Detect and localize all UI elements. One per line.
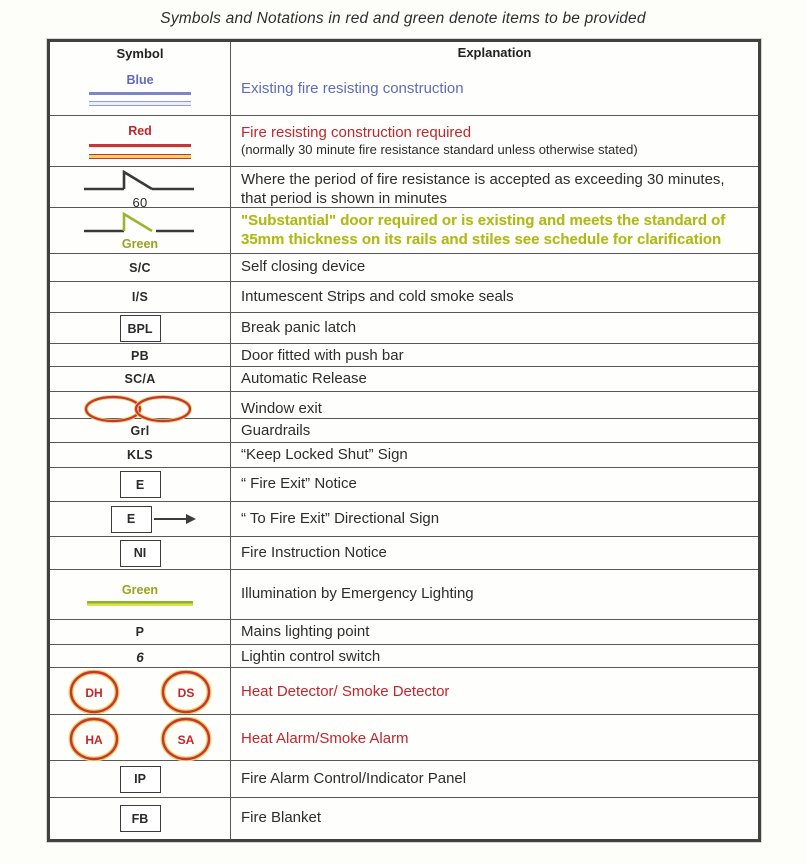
color-key-label: Green — [121, 236, 159, 251]
right-arrow-icon — [152, 512, 198, 526]
explanation-cell — [231, 313, 758, 344]
symbol-abbreviation: KLS — [127, 448, 153, 463]
table-row — [50, 569, 758, 619]
symbol-box-ip: IP — [120, 766, 161, 793]
substantial-door-icon — [80, 211, 200, 237]
explanation-cell — [231, 419, 758, 444]
table-row — [50, 343, 758, 366]
explanation-text: "Substantial" door required or is existing and meets the standard of 35mm thickness on its rails and stiles see schedule for clarification — [241, 211, 726, 248]
symbol-abbreviation: I/S — [131, 290, 149, 304]
table-row — [50, 760, 758, 797]
table-row — [50, 797, 758, 839]
explanation-text: Break panic latch — [241, 319, 357, 337]
symbol-cell — [50, 64, 231, 115]
page-title: Symbols and Notations in red and green denote items to be provided — [160, 10, 646, 27]
detector-circle-icon-ds — [160, 670, 212, 714]
explanation-cell — [231, 116, 758, 166]
explanation-text: Guardrails — [241, 422, 311, 439]
symbol-cell — [50, 502, 231, 536]
explanation-column-header-cell — [231, 42, 758, 64]
explanation-text: Self closing device — [241, 258, 366, 276]
explanation-cell — [231, 344, 758, 369]
table-row — [50, 619, 758, 644]
explanation-text: Intumescent Strips and cold smoke seals — [241, 287, 514, 305]
explanation-text: Fire resisting construction required — [241, 123, 472, 141]
explanation-cell — [231, 537, 758, 569]
symbol-abbreviation: SC/A — [124, 372, 156, 387]
explanation-cell — [231, 620, 758, 645]
symbol-cell — [50, 419, 231, 444]
explanation-text: Existing fire resisting construction — [241, 80, 464, 98]
symbol-abbreviation: P — [135, 625, 145, 640]
svg-text:DH: DH — [85, 686, 103, 700]
table-header-row — [50, 42, 758, 64]
explanation-cell — [231, 645, 758, 670]
symbol-cell — [50, 645, 231, 670]
symbol-cell — [50, 116, 231, 166]
explanation-text: “ Fire Exit” Notice — [241, 475, 357, 493]
explanation-text: “Keep Locked Shut” Sign — [241, 446, 408, 463]
symbol-cell — [50, 570, 231, 619]
explanation-text: Fire Instruction Notice — [241, 543, 387, 561]
table-row — [50, 667, 758, 714]
table-row — [50, 207, 758, 253]
explanation-text: “ To Fire Exit” Directional Sign — [241, 509, 440, 527]
symbol-cell — [50, 468, 231, 501]
table-row — [50, 64, 758, 115]
explanation-cell — [231, 668, 758, 716]
explanation-text: Heat Detector/ Smoke Detector — [241, 682, 450, 700]
color-key-label: Blue — [126, 73, 154, 88]
explanation-cell — [231, 208, 758, 253]
emergency-lighting-line-icon — [87, 601, 193, 606]
svg-text:SA: SA — [177, 733, 195, 747]
table-row — [50, 418, 758, 442]
svg-text:HA: HA — [85, 733, 103, 747]
explanation-text: Lightin control switch — [241, 648, 381, 665]
table-row — [50, 366, 758, 391]
color-key-label: Red — [128, 123, 152, 138]
explanation-text: Fire Blanket — [241, 809, 322, 827]
detector-circle-icon-sa — [160, 717, 212, 761]
detector-circle-icon-ha — [68, 717, 120, 761]
explanation-text: Automatic Release — [241, 370, 367, 387]
symbol-abbreviation: Grl — [130, 424, 150, 439]
explanation-text: Illumination by Emergency Lighting — [241, 585, 474, 603]
existing-construction-line-icon — [89, 92, 191, 95]
symbol-cell — [50, 254, 231, 281]
explanation-text: Window exit — [241, 399, 322, 417]
period-minutes-label: 60 — [132, 195, 148, 210]
table-row — [50, 714, 758, 760]
symbol-box-e: E — [120, 471, 161, 498]
symbol-cell — [50, 313, 231, 344]
existing-construction-double-line-icon — [89, 101, 191, 106]
explanation-cell — [231, 468, 758, 501]
explanation-cell — [231, 254, 758, 281]
explanation-cell — [231, 761, 758, 797]
light-switch-icon: 6 — [136, 649, 144, 665]
fire-resistance-period-icon — [80, 169, 200, 195]
explanation-cell — [231, 64, 758, 115]
table-row — [50, 391, 758, 418]
symbol-cell — [50, 798, 231, 839]
symbol-box-fb: FB — [120, 805, 161, 832]
table-row — [50, 536, 758, 569]
symbol-abbreviation: S/C — [129, 260, 151, 275]
table-body — [50, 64, 758, 839]
table-row — [50, 281, 758, 312]
required-construction-line-icon — [89, 144, 191, 147]
symbol-abbreviation: PB — [131, 349, 149, 364]
required-construction-double-line-icon — [89, 154, 191, 159]
symbol-column-header: Symbol — [116, 45, 164, 61]
explanation-cell — [231, 502, 758, 536]
symbol-cell — [50, 668, 231, 716]
explanation-text: Door fitted with push bar — [241, 347, 404, 364]
symbol-column-header-cell — [50, 42, 231, 64]
symbol-box-ni: NI — [120, 540, 161, 567]
symbol-cell — [50, 167, 231, 212]
detector-circle-pair — [68, 670, 212, 714]
explanation-column-header: Explanation — [457, 45, 532, 60]
symbol-cell — [50, 443, 231, 468]
color-key-label: Green — [121, 583, 159, 597]
table-row — [50, 253, 758, 281]
detector-circle-icon-dh — [68, 670, 120, 714]
explanation-cell — [231, 798, 758, 839]
explanation-text: Heat Alarm/Smoke Alarm — [241, 729, 409, 747]
symbol-cell — [50, 344, 231, 369]
fire-exit-directional-symbol — [111, 506, 198, 533]
symbol-box-bpl: BPL — [120, 315, 161, 342]
explanation-cell — [231, 715, 758, 763]
symbol-cell — [50, 537, 231, 569]
svg-text:DS: DS — [177, 686, 195, 700]
table-row — [50, 442, 758, 467]
explanation-cell — [231, 167, 758, 212]
symbols-legend-table — [47, 39, 761, 842]
symbol-cell — [50, 367, 231, 392]
symbol-cell — [50, 282, 231, 312]
table-row — [50, 115, 758, 166]
symbol-cell — [50, 715, 231, 763]
explanation-cell — [231, 367, 758, 392]
table-row — [50, 467, 758, 501]
symbol-box-e: E — [111, 506, 152, 533]
symbol-cell — [50, 208, 231, 253]
table-row — [50, 312, 758, 343]
table-row — [50, 644, 758, 667]
symbol-cell — [50, 620, 231, 645]
explanation-text: Mains lighting point — [241, 623, 370, 640]
table-row — [50, 501, 758, 536]
symbol-cell — [50, 761, 231, 797]
explanation-cell — [231, 570, 758, 619]
explanation-cell — [231, 443, 758, 468]
table-row — [50, 166, 758, 210]
explanation-cell — [231, 282, 758, 312]
explanation-text: Where the period of fire resistance is accepted as exceeding 30 minutes, that period is shown in minutes — [241, 170, 725, 207]
detector-circle-pair — [68, 717, 212, 761]
explanation-text: (normally 30 minute fire resistance standard unless otherwise stated) — [241, 142, 638, 158]
explanation-text: Fire Alarm Control/Indicator Panel — [241, 769, 467, 787]
